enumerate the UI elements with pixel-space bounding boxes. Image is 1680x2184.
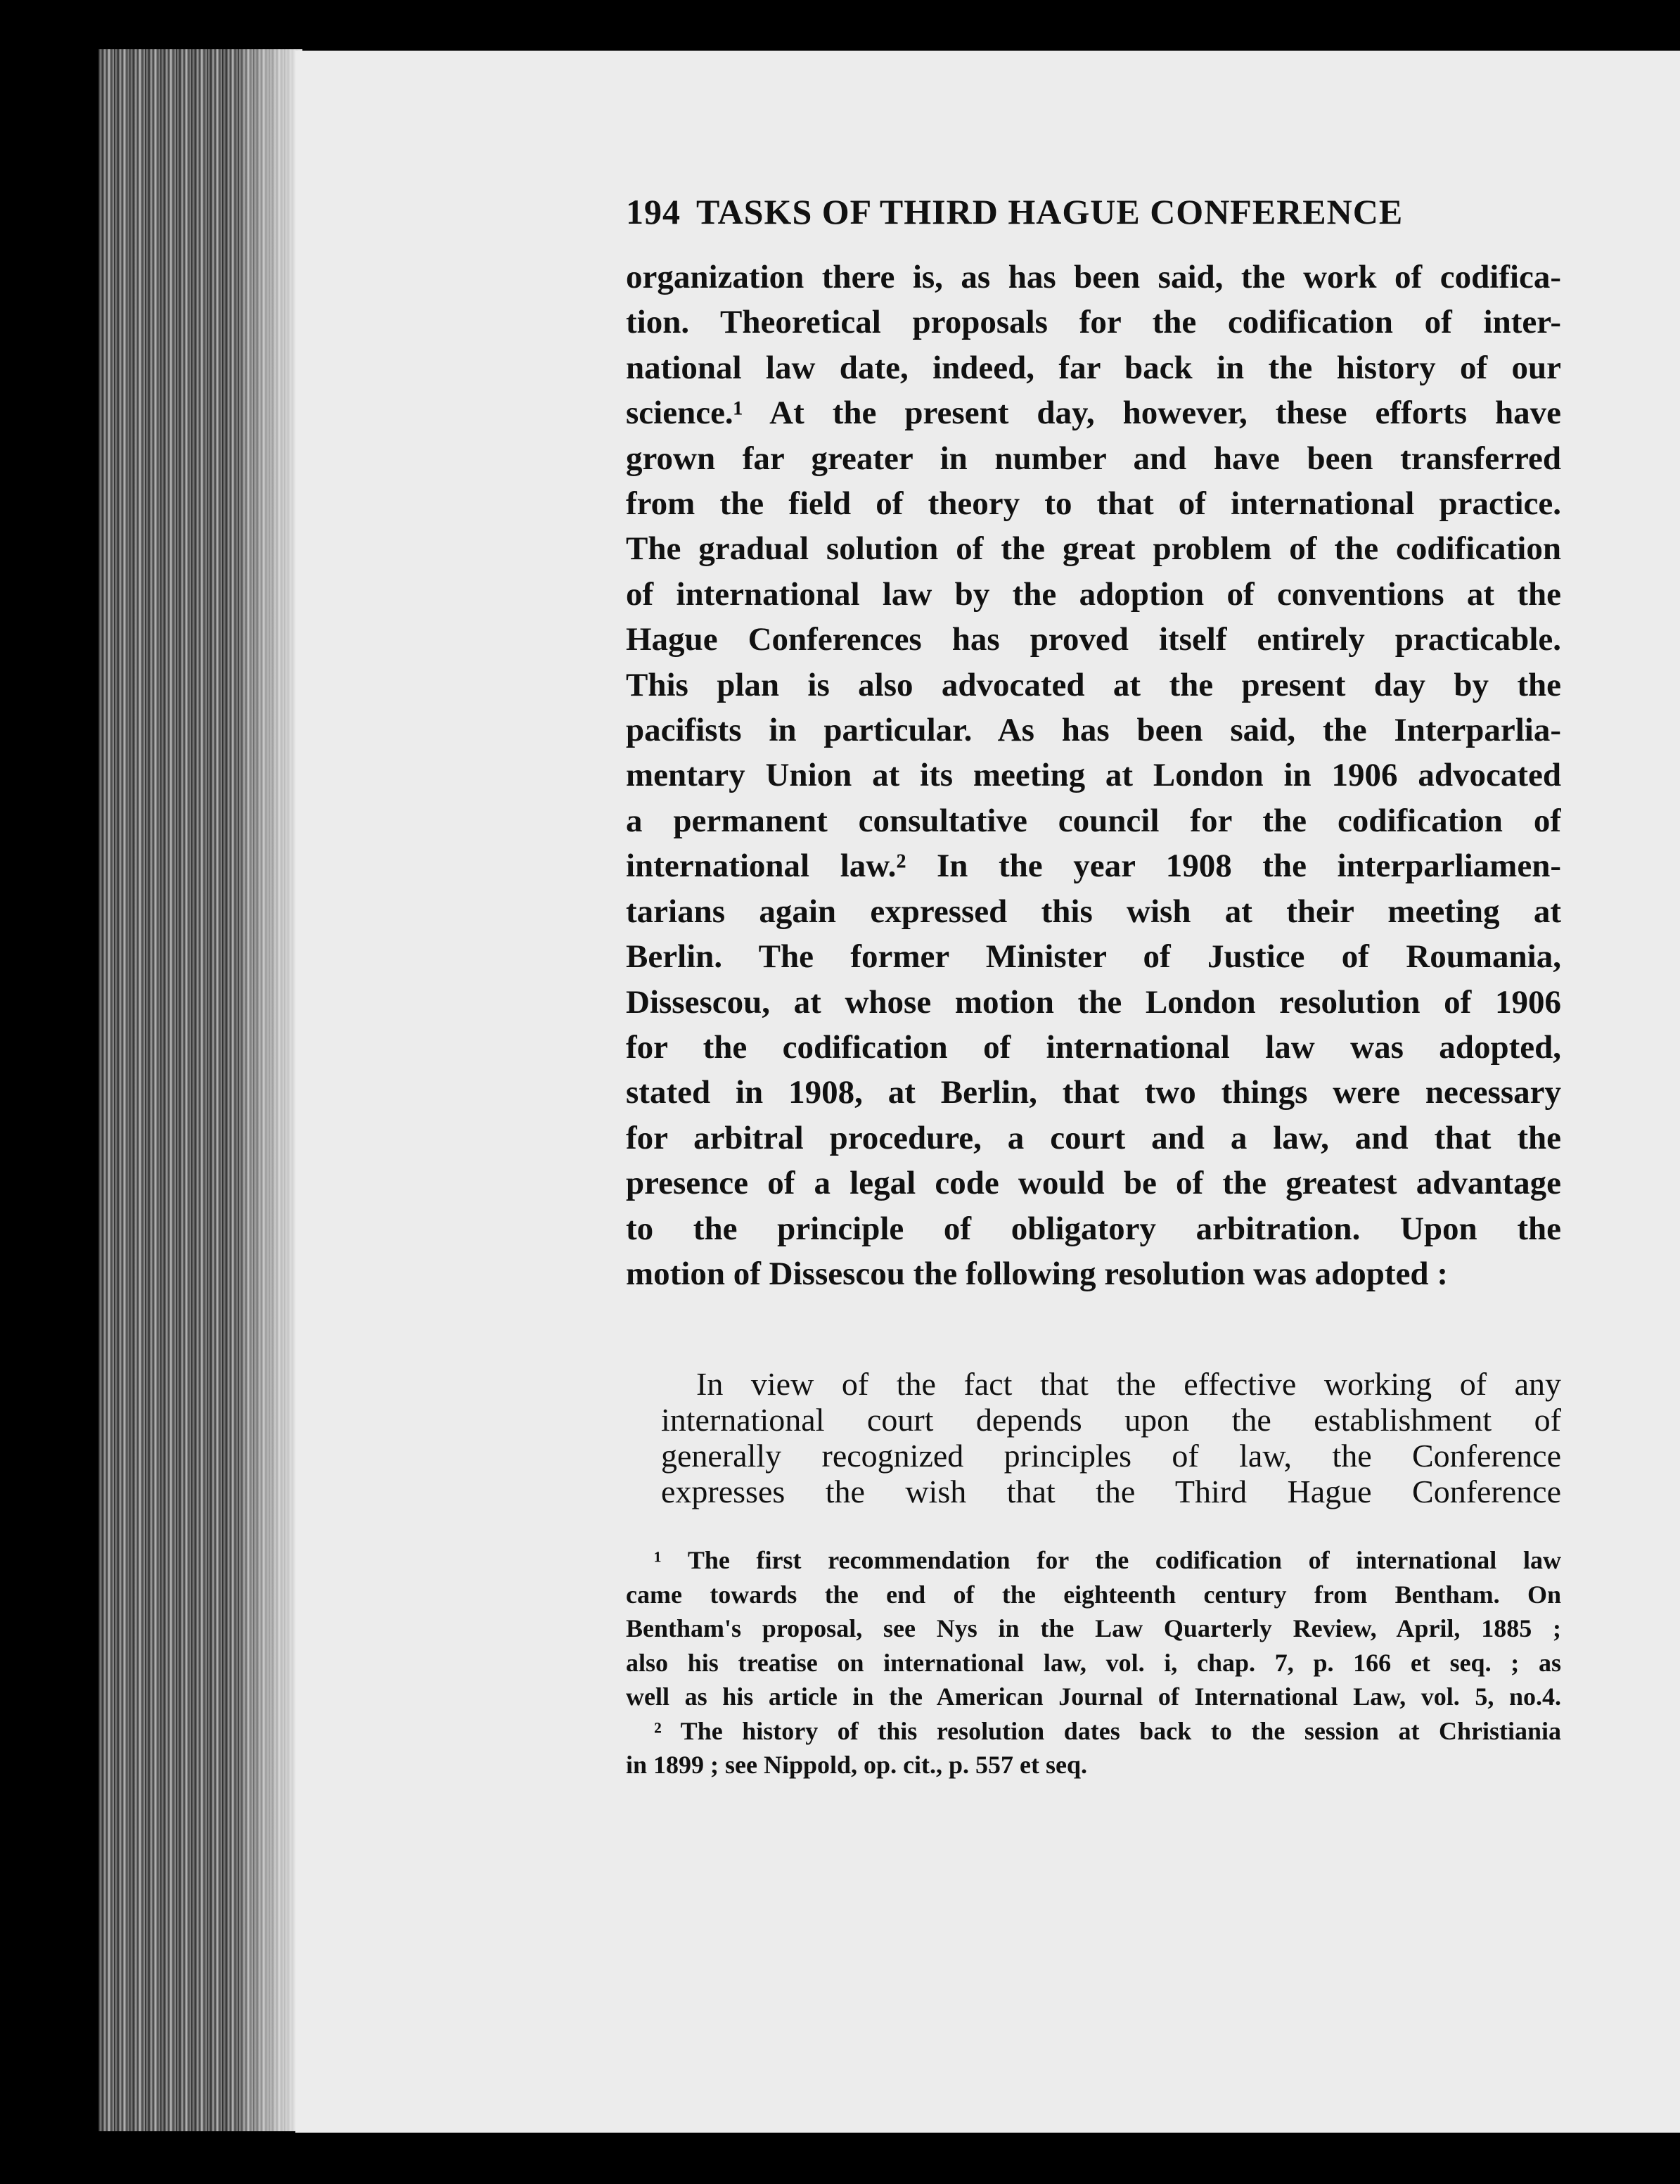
body-line: international law.² In the year 1908 the interparliamen- bbox=[626, 848, 1561, 885]
footnote-line: in 1899 ; see Nippold, op. cit., p. 557 et seq. bbox=[626, 1751, 1088, 1779]
quote-line: expresses the wish that the Third Hague Conference bbox=[661, 1474, 1561, 1509]
body-line: grown far greater in number and have been transferred bbox=[626, 440, 1561, 477]
body-line: from the field of theory to that of international practice. bbox=[626, 485, 1561, 523]
body-line: organization there is, as has been said, the work of codifica- bbox=[626, 259, 1561, 295]
body-line: national law date, indeed, far back in the history of our bbox=[626, 349, 1561, 386]
footnote-line: Bentham's proposal, see Nys in the Law Quarterly Review, April, 1885 ; bbox=[626, 1614, 1561, 1642]
body-line: Dissescou, at whose motion the London resolution of 1906 bbox=[626, 983, 1561, 1021]
body-text bbox=[626, 255, 1561, 1296]
running-head-title: TASKS OF THIRD HAGUE CONFERENCE bbox=[696, 192, 1404, 231]
footnote-line: came towards the end of the eighteenth century from Bentham. On bbox=[626, 1580, 1561, 1609]
block-quote bbox=[661, 1366, 1561, 1509]
body-line: a permanent consultative council for the codification of bbox=[626, 802, 1561, 839]
body-line: motion of Dissescou the following resolution was adopted : bbox=[626, 1255, 1448, 1292]
body-line: The gradual solution of the great problem of the codification bbox=[626, 530, 1561, 568]
footnote-line: ¹ The first recommendation for the codification of international law bbox=[654, 1546, 1561, 1574]
page-number: 194 bbox=[626, 192, 681, 231]
quote-line: generally recognized principles of law, the Conference bbox=[661, 1438, 1561, 1474]
quote-line: In view of the fact that the effective working of any bbox=[696, 1366, 1561, 1402]
body-line: This plan is also advocated at the present day by the bbox=[626, 666, 1561, 703]
body-line: pacifists in particular. As has been said, the Interparlia- bbox=[626, 712, 1561, 749]
quote-line: international court depends upon the establishment of bbox=[661, 1402, 1561, 1438]
body-line: Hague Conferences has proved itself entirely practicable. bbox=[626, 621, 1561, 658]
body-line: tion. Theoretical proposals for the codification of inter- bbox=[626, 304, 1561, 341]
running-head bbox=[626, 191, 1561, 232]
body-line: presence of a legal code would be of the greatest advantage bbox=[626, 1165, 1561, 1202]
body-line: for arbitral procedure, a court and a law, and that the bbox=[626, 1119, 1561, 1156]
footnote-line: well as his article in the American Journal of International Law, vol. 5, no.4. bbox=[626, 1682, 1561, 1711]
book-page bbox=[295, 51, 1680, 2133]
footnote-line: also his treatise on international law, vol. i, chap. 7, p. 166 et seq. ; as bbox=[626, 1648, 1561, 1677]
footnote-line: ² The history of this resolution dates back to the session at Christiania bbox=[654, 1716, 1561, 1745]
body-line: for the codification of international law was adopted, bbox=[626, 1028, 1561, 1066]
body-line: tarians again expressed this wish at their meeting at bbox=[626, 893, 1561, 930]
body-line: mentary Union at its meeting at London in 1906 advocated bbox=[626, 757, 1561, 794]
body-line: stated in 1908, at Berlin, that two things were necessary bbox=[626, 1074, 1561, 1111]
page-edges-shadow bbox=[239, 49, 302, 2131]
body-line: to the principle of obligatory arbitration. Upon the bbox=[626, 1210, 1561, 1247]
body-line: science.¹ At the present day, however, these efforts have bbox=[626, 395, 1561, 432]
body-line: Berlin. The former Minister of Justice of Roumania, bbox=[626, 938, 1561, 976]
footnotes bbox=[626, 1543, 1561, 1782]
body-line: of international law by the adoption of conventions at the bbox=[626, 575, 1561, 613]
